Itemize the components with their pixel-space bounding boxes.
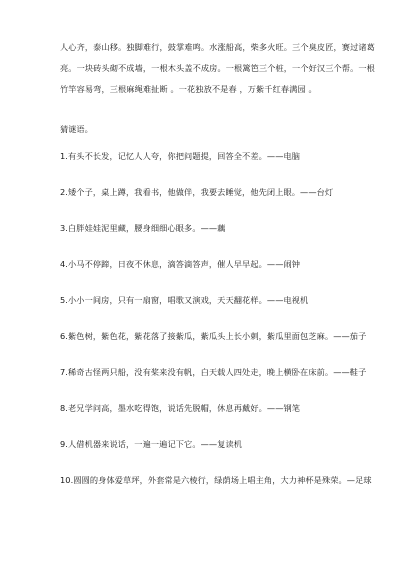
riddle-item: 3.白胖娃娃泥里藏，腰身细细心眼多。——藕	[60, 223, 226, 233]
intro-line: 亮。一块砖头砌不成墙，一根木头盖不成房。一根篱笆三个桩，一个好汉三个帮。一根	[60, 63, 375, 73]
riddle-list	[60, 150, 372, 510]
riddle-item: 4.小马不停蹄，日夜不休息，滴答滴答声，催人早早起。——闹钟	[60, 259, 301, 269]
riddle-item: 2.矮个子，桌上蹲，我看书，他做伴，我要去睡觉，他先闭上眼。——台灯	[60, 187, 334, 197]
riddle-item: 5.小小一间房，只有一扇窗，唱歌又演戏，天天翻花样。——电视机	[60, 295, 309, 305]
intro-line: 人心齐，泰山移。独脚难行，鼓掌难鸣。水涨船高，柴多火旺。三个臭皮匠，赛过诸葛	[60, 42, 375, 52]
riddle-item: 10.圆圆的身体爱草坪，外套常是六棱行，绿荫场上唱主角，大力神杯是殊荣。—足球	[60, 475, 372, 485]
riddle-item: 7.稀奇古怪两只船，没有桨来没有帆，白天载人四处走，晚上横卧在床前。——鞋子	[60, 367, 367, 377]
intro-paragraph	[60, 37, 375, 100]
riddle-item: 9.人借机器来说话，一遍一遍记下它。——复读机	[60, 439, 243, 449]
riddle-item: 6.紫色树，紫色花，紫花落了接紫瓜，紫瓜头上长小刺，紫瓜里面包芝麻。——茄子	[60, 331, 367, 341]
intro-line: 竹竿容易弯，三根麻绳难扯断 。一花独放不是春 ，万紫千红春满园 。	[60, 84, 317, 94]
riddle-item: 8.老兄学问高，墨水吃得饱，说话先脱帽，休息再戴好。——钢笔	[60, 403, 301, 413]
riddle-item: 1.有头不长发，记忆人人夸，你把问题提，回答全不差。——电脑	[60, 151, 301, 161]
section-title: 猜谜语。	[60, 124, 93, 134]
